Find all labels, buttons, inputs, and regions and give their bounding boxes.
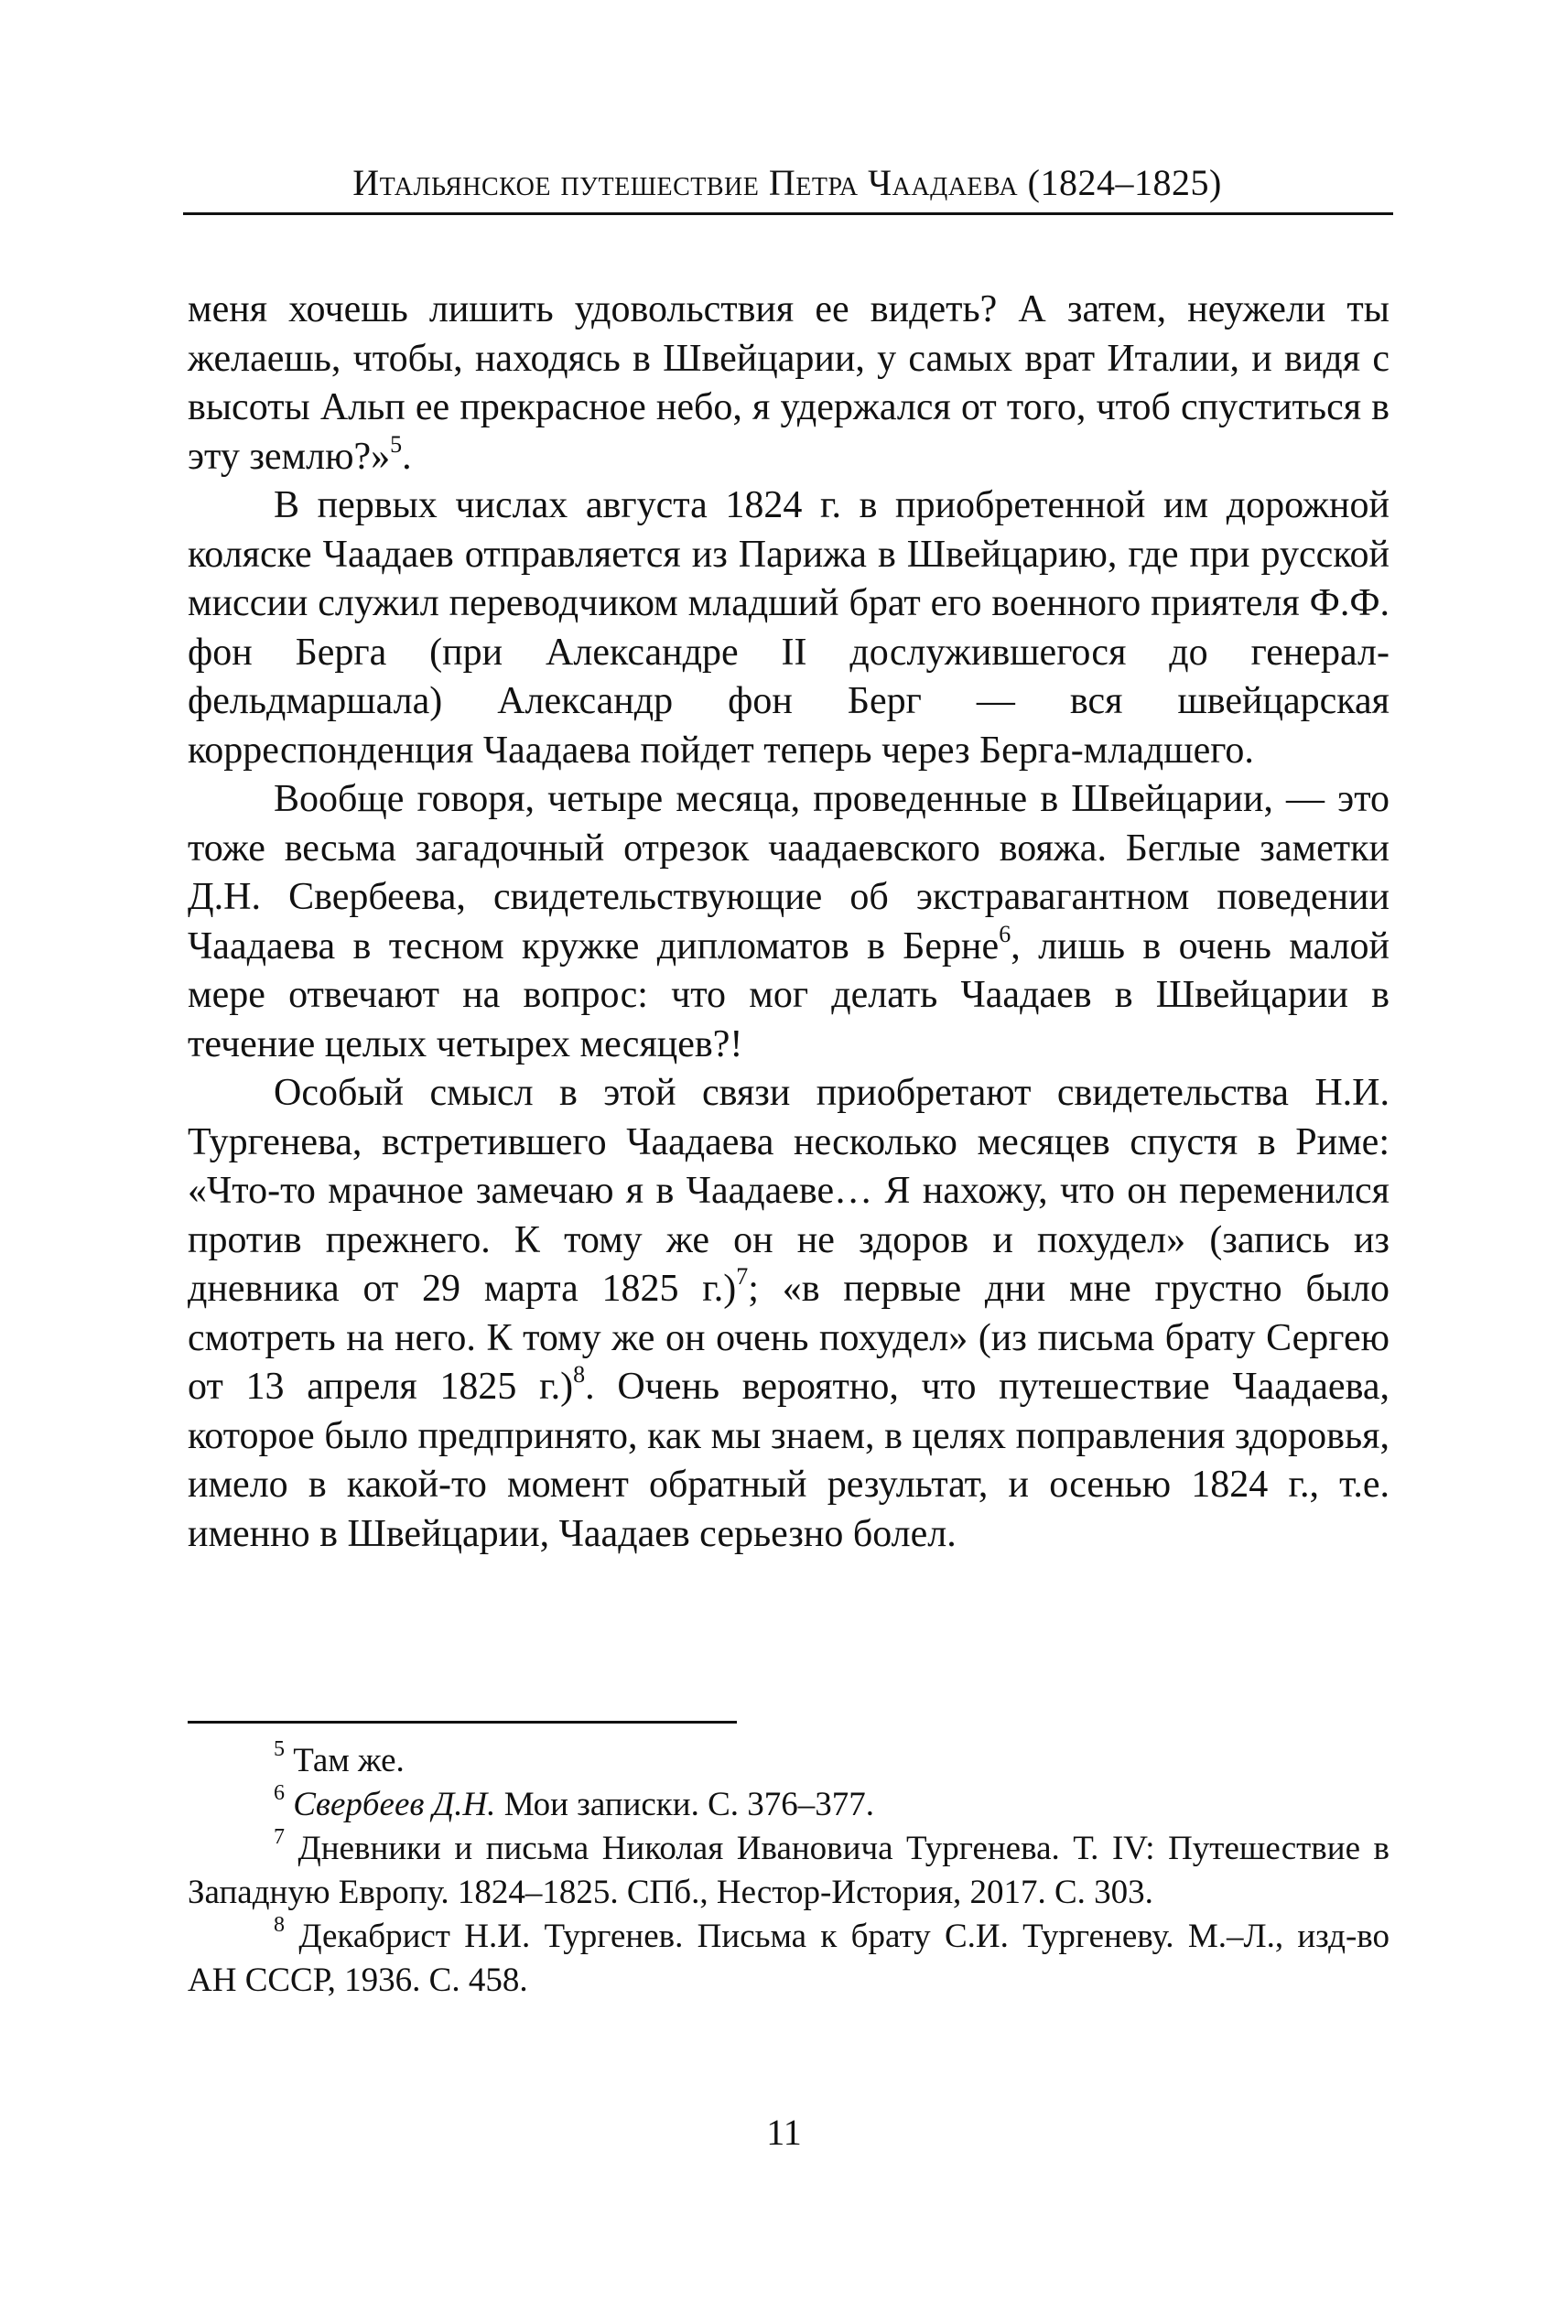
footnote-number: 8 bbox=[274, 1912, 285, 1937]
running-head-text-1: тальянское путешествие bbox=[379, 162, 769, 203]
footnote-text: Там же. bbox=[285, 1742, 405, 1779]
page-number: 11 bbox=[766, 2112, 802, 2153]
paragraph-4-text-a: Особый смысл в этой связи приобретают свидетельства Н.И. Тургенева, встретившего Чаадаева несколько месяцев спустя в Риме: «Что-то мрачное замечаю я в Чаадаеве… Я нахожу, что он переменился против прежнего. К тому же он не здоров и похудел» (запись из дневника от 29 марта 1825 г.) bbox=[188, 1072, 1390, 1310]
footnote-text: Декабрист Н.И. Тургенев. Письма к брату С.И. Тургеневу. М.–Л., изд-во АН СССР, 1936. С. 458. bbox=[188, 1918, 1390, 1999]
paragraph-3-text-a: Вообще говоря, четыре месяца, проведенные в Швейцарии, — это тоже весьма загадочный отрезок чаадаевского вояжа. Беглые заметки Д.Н. Свербеева, свидетельствующие об экстравагантном поведении Чаадаева в тесном кружке дипломатов в Берне bbox=[188, 778, 1390, 967]
paragraph-1 bbox=[188, 286, 1390, 481]
running-head-text-2: етра bbox=[795, 162, 869, 203]
running-head-text-3: аадаева bbox=[892, 162, 1019, 203]
footnotes bbox=[188, 1736, 1390, 2003]
footnote-rule bbox=[188, 1721, 737, 1724]
footnote-author: Свербеев Д.Н. bbox=[285, 1786, 496, 1823]
footnote-6 bbox=[188, 1780, 1390, 1827]
footnote-text: Мои записки. С. 376–377. bbox=[495, 1786, 874, 1823]
paragraph-2 bbox=[188, 481, 1390, 775]
paragraph-3-text-b: , лишь в очень малой мере отвечают на вопрос: что мог делать Чаадаев в Швейцарии в течение целых четырех месяцев?! bbox=[188, 924, 1390, 1065]
running-head bbox=[183, 162, 1391, 203]
footnote-8 bbox=[188, 1912, 1390, 2003]
running-head-cap-1: И bbox=[352, 162, 380, 203]
paragraph-4-text-c: . Очень вероятно, что путешествие Чаадаева, которое было предпринято, как мы знаем, в целях поправления здоровья, имело в какой-то момент обратный результат, и осенью 1824 г., т.е. именно в Швейцарии, Чаадаев серьезно болел. bbox=[188, 1366, 1390, 1555]
footnote-number: 7 bbox=[274, 1824, 285, 1849]
paragraph-1-end: . bbox=[402, 435, 412, 478]
footnote-ref-5[interactable]: 5 bbox=[390, 430, 403, 458]
footnote-text: Дневники и письма Николая Ивановича Тургенева. Т. IV: Путешествие в Западную Европу. 1824–1825. СПб., Нестор-История, 2017. С. 303. bbox=[188, 1830, 1390, 1911]
footnote-number: 5 bbox=[274, 1736, 285, 1761]
running-head-dates: (1824–1825) bbox=[1018, 162, 1222, 203]
paragraph-4 bbox=[188, 1069, 1390, 1559]
footnote-ref-7[interactable]: 7 bbox=[736, 1263, 749, 1290]
running-head-cap-2: П bbox=[768, 162, 796, 203]
footnote-ref-8[interactable]: 8 bbox=[573, 1361, 586, 1388]
paragraph-2-text: В первых числах августа 1824 г. в приобретенной им дорожной коляске Чаадаев отправляется из Парижа в Швейцарию, где при русской миссии служил переводчиком младший брат его военного приятеля Ф.Ф. фон Берга (при Александре II дослужившегося до генерал-фельдмаршала) Александр фон Берг — вся швейцарская корреспонденция Чаадаева пойдет теперь через Берга-младшего. bbox=[188, 484, 1390, 772]
paragraph-4-text-b: ; «в первые дни мне грустно было смотреть на него. К тому же он очень похудел» (из письма брату Сергею от 13 апреля 1825 г.) bbox=[188, 1268, 1390, 1408]
main-text bbox=[188, 286, 1390, 1559]
running-head-cap-3: Ч bbox=[868, 162, 892, 203]
paragraph-1-text: меня хочешь лишить удовольствия ее видеть? А затем, неужели ты желаешь, чтобы, находясь в Швейцарии, у самых врат Италии, и видя с высоты Альп ее прекрасное небо, я удержался от того, чтоб спуститься в эту землю?» bbox=[188, 288, 1390, 478]
footnote-ref-6[interactable]: 6 bbox=[999, 920, 1011, 947]
footnote-7 bbox=[188, 1824, 1390, 1915]
footnote-number: 6 bbox=[274, 1780, 285, 1805]
header-rule bbox=[183, 212, 1393, 215]
footnote-5 bbox=[188, 1736, 1390, 1783]
paragraph-3 bbox=[188, 775, 1390, 1069]
